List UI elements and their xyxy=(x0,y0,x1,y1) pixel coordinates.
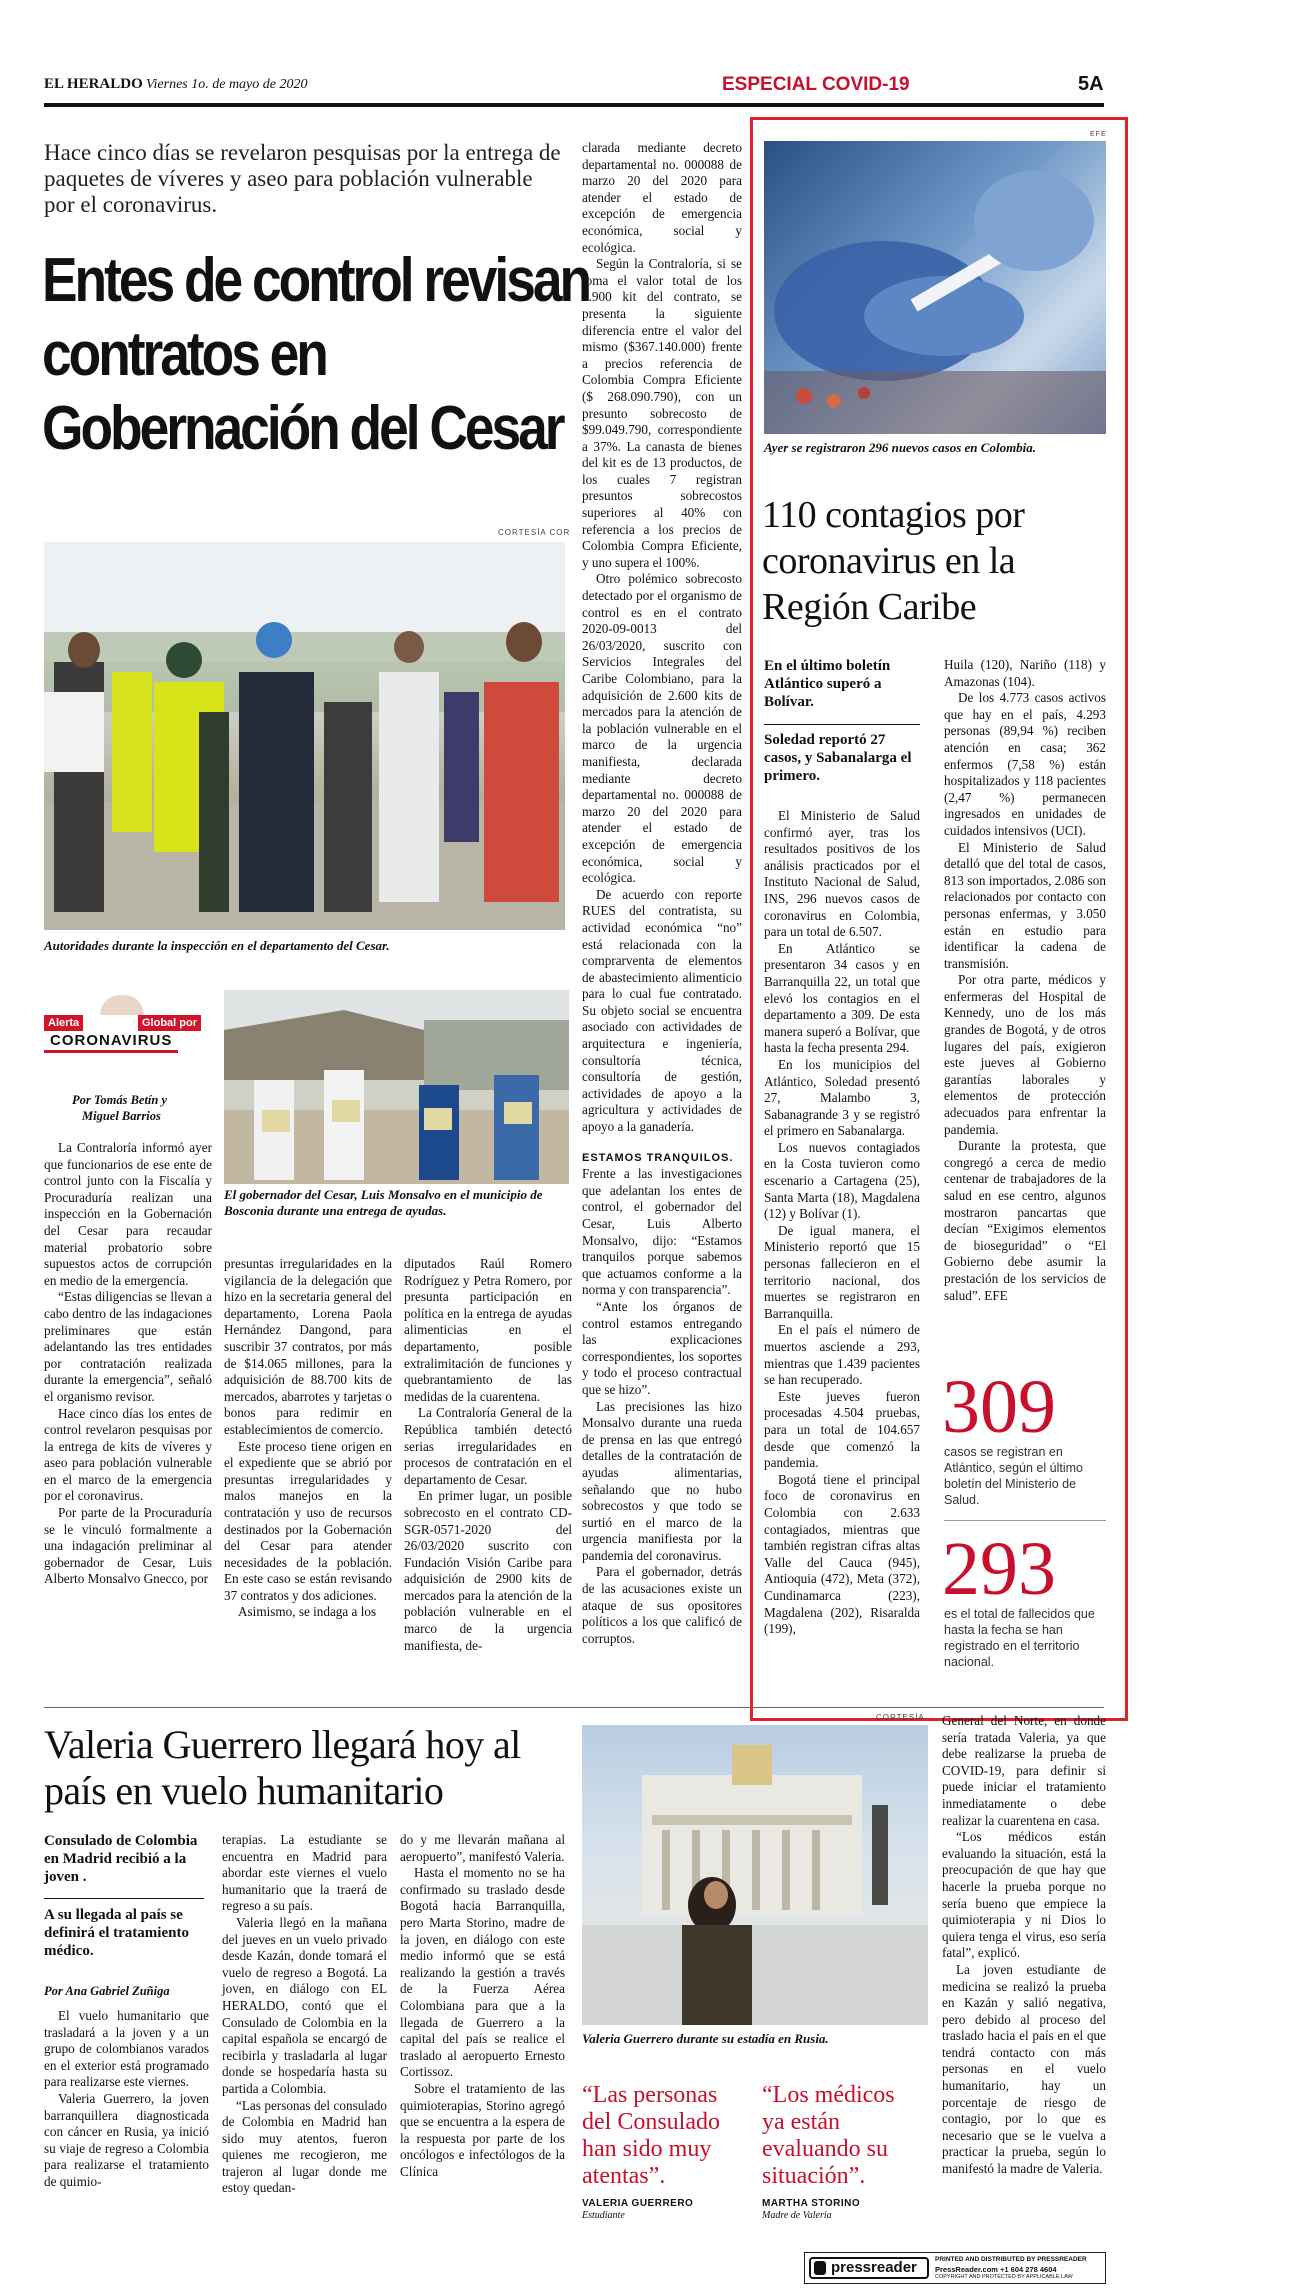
covid-col-1 xyxy=(764,808,920,1638)
main-byline-1: Por Tomás Betín y xyxy=(72,1093,168,1107)
paragraph: “Ante los órganos de control estamos entregando las explicaciones correspondientes, los soportes y todo el proceso contractual que se hizo”. xyxy=(582,1298,742,1397)
inspection-photo-art xyxy=(44,542,565,930)
masthead-date: Viernes 1o. de mayo de 2020 xyxy=(146,77,308,92)
stat-293-text: es el total de fallecidos que hasta la fecha se han registrado en el territorio nacional. xyxy=(944,1607,1095,1669)
footer-line-3: COPYRIGHT AND PROTECTED BY APPLICABLE LAW xyxy=(935,2274,1073,2280)
paragraph: Para el gobernador, detrás de las acusaciones existe un ataque de sus opositores políticos a los que calificó de corruptos. xyxy=(582,1564,742,1646)
covid-kicker-1: En el último boletín Atlántico superó a Bolívar. xyxy=(764,658,891,710)
stat-divider xyxy=(944,1520,1106,1521)
paragraph: Las precisiones las hizo Monsalvo durante una rueda de prensa en las que entregó detalles de la contratación de ayudas alimentarias, señalando que no hubo sobrecostos y que todo se surtió en el marco de la urgencia manifiesta por la pandemia del coronavirus. xyxy=(582,1398,742,1563)
alerta-badge xyxy=(44,995,212,1061)
paragraph: Por parte de la Procuraduría se le vinculó formalmente a una indagación preliminar al gobernador de Cesar, Luis Alberto Monsalvo Gnecco, por xyxy=(44,1505,212,1587)
main-col-1 xyxy=(44,1140,212,1588)
main-col-2 xyxy=(224,1256,392,1621)
paragraph: presuntas irregularidades en la vigilancia de la delegación que hizo en la secretaria general del departamento, Lorena Paola Hernández Dangond, para suscribir 37 contratos, por más de $14.065 millones, para la adquisición de 88.700 kits de mercados, abarrotes y tarjetas o bonos para redimir en establecimientos de comercio. xyxy=(224,1256,392,1437)
page-number: 5A xyxy=(1078,73,1104,95)
paragraph: De acuerdo con reporte RUES del contratista, su actividad económica “no” está relacionada con la comprarventa de elementos de abastecimiento alimenticio para lo cual fue contratado. Su objeto social se encuentra asociado con actividades de arquitectura e ingeniería, consultoría técnica, consultoría de gestión, actividades de apoyo a la agricultura y actividades de apoyo a la ganadería. xyxy=(582,886,742,1135)
paragraph: Hace cinco días los entes de control revelaron pesquisas por la entrega de kits de víveres y aseo para población vulnerable en el marco de la emergencia por el coronavirus. xyxy=(44,1405,212,1504)
main-photo-credit: CORTESÍA COR xyxy=(498,528,571,537)
paragraph: do y me llevarán mañana al aeropuerto”, manifestó Valeria. xyxy=(400,1832,565,1864)
paragraph: Según la Contraloría, si se toma el valor total de los 2.900 kit del contrato, se presenta la siguiente diferencia entre el valor del mismo ($367.140.000) frente a precios referencia de Colombia Compra Eficiente ($ 268.090.790), con un presunto sobrecosto de $99.049.790, correspondiente a 37%. La canasta de bienes del kit es de 13 productos, de los cuales 7 registran presuntos sobrecostos superiores al 40% con referencia a los precios de Colombia Compra Eficiente, y uno supera el 100%. xyxy=(582,256,742,570)
covid-photo-credit: EFE xyxy=(1090,131,1107,138)
main-col-4 xyxy=(582,140,742,1647)
paragraph: La joven estudiante de medicina se realizó la prueba en Kazán y salió negativa, pero debido al proceso del traslado hacia el país en el que tendrá contacto con más personas en el vuelo humanitario, hay un porcentaje de riesgo de contagio, por lo que es necesario que se le vuelva a practicar la prueba, según lo manifestó la madre de Valeria. xyxy=(942,1961,1106,2177)
paragraph: En Atlántico se presentaron 34 casos y en Barranquilla 22, un total que elevó los contagios en el departamento a 309. De esta manera superó a Bolívar, que hasta la fecha presenta 294. xyxy=(764,940,920,1056)
covid-col-2 xyxy=(944,657,1106,1304)
valeria-col-1 xyxy=(44,2008,209,2191)
covid-photo xyxy=(764,141,1106,434)
paragraph: Los nuevos contagiados en la Costa tuvieron como escenario a Cartagena (25), Santa Marta (18), Magdalena (12) y Bolívar (1). xyxy=(764,1139,920,1222)
valeria-photo-caption: Valeria Guerrero durante su estadía en Rusia. xyxy=(582,2031,829,2046)
main-deck: Hace cinco días se revelaron pesquisas por la entrega de paquetes de víveres y aseo para población vulnerable por el coronavirus. xyxy=(44,140,561,217)
paragraph: terapias. La estudiante se encuentra en Madrid para abordar este viernes el vuelo humanitario que la traerá de regreso a su país. xyxy=(222,1832,387,1914)
masthead-rule xyxy=(44,103,1104,107)
section-separator xyxy=(44,1707,1104,1708)
paragraph: General del Norte, en donde sería tratada Valeria, ya que debe realizarse la prueba de COVID-19, para definir si puede iniciar el tratamiento inmediatamente o debe realizar la cuarentena en casa. xyxy=(942,1713,1106,1828)
paragraph: Valeria Guerrero, la joven barranquillera diagnosticada con cáncer en Rusia, ya inició su viaje de regreso a Colombia para realizarse el tratamiento de quimio- xyxy=(44,2090,209,2189)
valeria-photo-credit: CORTESÍA xyxy=(876,1713,925,1722)
lab-photo-art xyxy=(764,141,1106,434)
second-photo-caption: El gobernador del Cesar, Luis Monsalvo en el municipio de Bosconia durante una entrega de ayudas. xyxy=(224,1187,543,1218)
valeria-byline: Por Ana Gabriel Zuñiga xyxy=(44,1984,170,1998)
valeria-kicker-rule xyxy=(44,1898,204,1899)
paragraph: De igual manera, el Ministerio reportó que 15 personas fallecieron en el territorio nacional, dos muertes se registraron en Barranquilla. xyxy=(764,1222,920,1321)
valeria-col-3 xyxy=(400,1832,565,2180)
paragraph: Por otra parte, médicos y enfermeras del Hospital de Kennedy, uno de los más grandes de Bogotá, y de otros lugares del país, exigieron este jueves al Gobierno garantías laborales y elementos de protección adecuados para enfrentar la pandemia. xyxy=(944,972,1106,1137)
valeria-headline: Valeria Guerrero llegará hoy al país en vuelo humanitario xyxy=(44,1722,521,1813)
badge-line2: CORONAVIRUS xyxy=(44,1032,178,1053)
paragraph: Este jueves fueron procesadas 4.504 pruebas, para un total de 104.657 desde que comenzó la pandemia. xyxy=(764,1388,920,1471)
badge-line1b: Global por xyxy=(138,1015,201,1031)
paragraph: Durante la protesta, que congregó a cerca de medio centenar de trabajadores de la salud en ese centro, algunos mostraron pancartas que decían “Exigimos elementos de bioseguridad” o “El Gobierno debe asumir la prestación de los servicios de salud”. EFE xyxy=(944,1138,1106,1303)
paragraph: Asimismo, se indaga a los xyxy=(238,1604,377,1620)
paragraph: “Estas diligencias se llevan a cabo dentro de las indagaciones preliminares que están adelantando las tres entidades por contratación realizada durante la emergencia”, señaló el organismo revisor. xyxy=(44,1289,212,1404)
paragraph: El Ministerio de Salud confirmó ayer, tras los resultados positivos de los análisis practicados por el Instituto Nacional de Salud, INS, 296 nuevos casos de coronavirus en Colombia, para un total de 6.507. xyxy=(764,808,920,940)
footer-line-2: PressReader.com +1 604 278 4604 xyxy=(935,2265,1057,2274)
paragraph: El vuelo humanitario que trasladará a la joven y a un grupo de colombianos varados en el exterior está programado para realizarse este viernes. xyxy=(44,2008,209,2090)
valeria-kicker-2: A su llegada al país se definirá el tratamiento médico. xyxy=(44,1907,189,1959)
main-byline-2: Miguel Barrios xyxy=(82,1109,161,1123)
paragraph: diputados Raúl Romero Rodríguez y Petra Romero, por presunta participación en política en la entrega de ayudas alimenticias en el departamento, posible extralimitación de funciones y quebrantamiento de las medidas de la cuarentena. xyxy=(404,1256,572,1404)
bosconia-photo-art xyxy=(224,990,569,1184)
second-photo xyxy=(224,990,569,1184)
pressreader-footer[interactable] xyxy=(804,2252,1106,2284)
quote-2-name: MARTHA STORINO xyxy=(762,2198,861,2209)
main-photo xyxy=(44,542,565,930)
pressreader-logo-text: pressreader xyxy=(831,2259,917,2276)
paragraph: La Contraloría General de la República también detectó serias irregularidades en procesos de contratación en el departamento de Cesar. xyxy=(404,1405,572,1487)
paragraph: Huila (120), Nariño (118) y Amazonas (104). xyxy=(944,657,1106,689)
quote-2: “Los médicos ya están evaluando su situación”. xyxy=(762,2082,895,2189)
section-label: ESPECIAL COVID-19 xyxy=(722,74,910,95)
pressreader-logo xyxy=(809,2257,929,2279)
quote-1-name: VALERIA GUERRERO xyxy=(582,2198,694,2209)
pressreader-icon xyxy=(814,2261,826,2275)
badge-portrait xyxy=(100,995,144,1015)
paragraph: Bogotá tiene el principal foco de coronavirus en Colombia con 2.633 contagiados, mientras que también registran cifras altas Valle del Cauca (945), Antioquia (472), Meta (372), Cundinamarca (223), Magdalena (202), Risaralda (199), xyxy=(764,1471,920,1637)
footer-line-1: PRINTED AND DISTRIBUTED BY PRESSREADER xyxy=(935,2256,1087,2263)
badge-line1a: Alerta xyxy=(44,1015,83,1031)
paragraph: El Ministerio de Salud detalló que del total de casos, 813 son importados, 2.086 son relacionados por contacto con personas enfermas, y 3.050 están en estudio para identificar la cadena de transmisión. xyxy=(944,839,1106,971)
paragraph: En los municipios del Atlántico, Soledad presentó 27, Malambo 3, Sabanagrande 3 y se registró el primero en Sabanalarga. xyxy=(764,1056,920,1139)
main-photo-caption: Autoridades durante la inspección en el departamento del Cesar. xyxy=(44,938,390,953)
quote-2-role: Madre de Valeria xyxy=(762,2210,832,2221)
stat-309-text: casos se registran en Atlántico, según el último boletín del Ministerio de Salud. xyxy=(944,1445,1083,1507)
stat-293-number: 293 xyxy=(942,1527,1056,1611)
masthead-paper: EL HERALDO xyxy=(44,76,143,92)
paragraph: La Contraloría informó ayer que funcionarios de ese ente de control junto con la Fiscalía y Procuraduría realizan una inspección en la Gobernación del Cesar para recaudar material probatorio sobre supuestos actos de corrupción en medio de la emergencia. xyxy=(44,1140,212,1288)
paragraph: Sobre el tratamiento de las quimioterapias, Storino agregó que se encuentra a la espera de la respuesta por parte de los oncólogos e infectólogos de la Clínica xyxy=(400,2080,565,2179)
covid-kicker-2: Soledad reportó 27 casos, y Sabanalarga el primero. xyxy=(764,732,912,784)
paragraph: Valeria llegó en la mañana del jueves en un vuelo privado desde Kazán, donde tomará el vuelo de regreso a Bogotá. La joven, en diálogo con EL HERALDO, contó que el Consulado de Colombia en la capital española se encargó de recibirla y trasladarla al lugar donde se hospedaría hasta su partida a Colombia. xyxy=(222,1914,387,2096)
covid-kicker-rule xyxy=(764,724,920,725)
quote-1-role: Estudiante xyxy=(582,2210,625,2221)
paragraph: En el país el número de muertos asciende a 293, mientras que 1.439 pacientes se han recuperado. xyxy=(764,1322,920,1388)
paragraph: clarada mediante decreto departamental no. 000088 de marzo 20 del 2020 para atender el estado de excepción de emergencia económica, social y ecológica. xyxy=(582,140,742,255)
paragraph: De los 4.773 casos activos que hay en el país, 4.293 personas (89,94 %) reciben atención en casa; 362 enfermos (7,58 %) están hospitalizados y 118 pacientes (2,47 %) permanecen ingresados en unidades de cuidados intensivos (UCI). xyxy=(944,690,1106,838)
valeria-kicker-1: Consulado de Colombia en Madrid recibió a la joven . xyxy=(44,1833,198,1885)
paragraph: En primer lugar, un posible sobrecosto en el contrato CD-SGR-0571-2020 del 26/03/2020 suscrito con Fundación Visión Caribe para adquisición de 2900 kits de mercados para la atención de la población vulnerable en el marco de la urgencia manifiesta, de- xyxy=(404,1488,572,1653)
paragraph: Frente a las investigaciones que adelantan los entes de control, el gobernador del Cesar, Luis Alberto Monsalvo, dijo: “Estamos tranquilos porque sabemos que actuamos conforme a la norma y con transparencia”. xyxy=(582,1166,742,1298)
covid-photo-caption: Ayer se registraron 296 nuevos casos en Colombia. xyxy=(764,440,1037,455)
quote-1: “Las personas del Consulado han sido muy atentas”. xyxy=(582,2082,720,2189)
paragraph: Otro polémico sobrecosto detectado por el organismo de control es en el contrato 2020-09-0013 del 26/03/2020, suscrito con Servicios Integrales del Caribe Colombiano, para la adquisición de 2.600 kits de mercados para la atención de la población vulnerable en el marco de la urgencia manifiesta, declarada mediante decreto departamental no. 000088 de marzo 20 del 2020 para atender el estado de excepción de emergencia económica, social y ecológica. xyxy=(582,571,742,886)
paragraph: “Los médicos están evaluando la situación, está la preocupación de que hay que hacerle la prueba porque no sería bueno que empiece la quimioterapia y ni Dios lo quiera tenga el virus, eso sería fatal”, explicó. xyxy=(942,1829,1106,1961)
paragraph: Este proceso tiene origen en el expediente que se abrió por presuntas irregularidades y malos manejos en la contratación y uso de recursos destinados por la Gobernación del Cesar para atender necesidades de la población. En este caso se están revisando 37 contratos y dos adiciones. xyxy=(224,1438,392,1603)
paragraph: Hasta el momento no se ha confirmado su traslado desde Bogotá hacia Barranquilla, pero Marta Storino, madre de la joven, en diálogo con este medio informó que se está realizando la gestión a través de la Fuerza Aérea Colombiana para que a la llegada de Guerrero a la capital del país se realice el traslado al aeropuerto Ernesto Cortissoz. xyxy=(400,1865,565,2080)
valeria-col-4 xyxy=(942,1713,1106,2178)
russia-photo-art xyxy=(582,1725,928,2025)
stat-309-number: 309 xyxy=(942,1365,1056,1449)
col4-subhead: ESTAMOS TRANQUILOS. xyxy=(582,1151,734,1164)
valeria-col-2 xyxy=(222,1832,387,2197)
valeria-photo xyxy=(582,1725,928,2025)
paragraph: “Las personas del consulado de Colombia en Madrid han sido muy atentos, fueron quienes me recogieron, me trajeron al lugar donde me estoy quedan- xyxy=(222,2097,387,2196)
covid-headline: 110 contagios por coronavirus en la Región Caribe xyxy=(762,494,1025,628)
main-col-3 xyxy=(404,1256,572,1654)
main-headline: Entes de control revisan contratos en Gobernación del Cesar xyxy=(42,246,590,463)
